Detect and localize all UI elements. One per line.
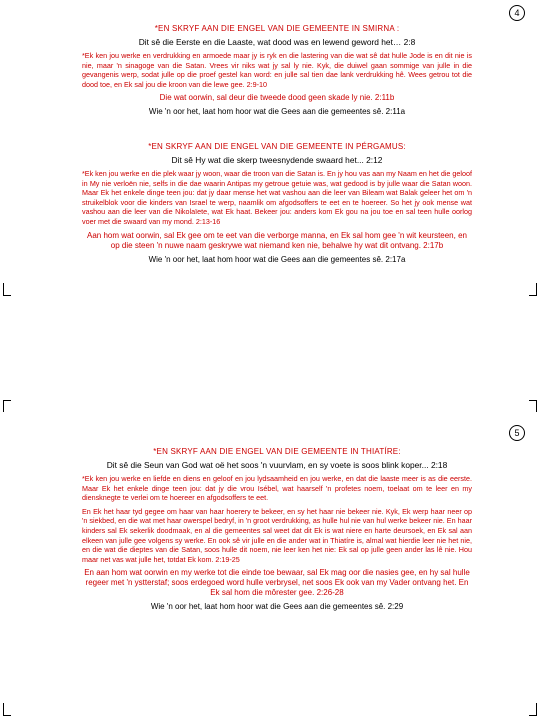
section-intro: Dit sê die Seun van God wat oë het soos 'n vuurvlam, en sy voete is soos blink koper... 2:18 [106,460,448,470]
section-call-to-hear: Wie 'n oor het, laat hom hoor wat die Gees aan die gemeentes sê. 2:29 [150,602,404,612]
section-thiatire [82,447,472,616]
section-smirna [82,24,472,121]
section-paragraph: *Ek ken jou werke en liefde en diens en geloof en jou lydsaamheid en jou werke, en dat die laaste meer is as die eerste. Maar Ek het enkele dinge teen jou: dat jy die vrou Isébel, wat haarself 'n profetes noem, toelaat om te leer en my diensknegte te verlei om te hoereer en afgodsoffers te eet. [82,474,472,503]
section-paragraph: *Ek ken jou werke en verdrukking en armoede maar jy is ryk en die lastering van die wat sê dat hulle Jode is en dit nie is nie, maar 'n sinagoge van die Satan. Vrees vir niks wat jy sal ly nie. Kyk, die duiwel gaan sommige van julle in die gevangenis werp, sodat julle op die proef gestel kan word: en julle sal tien dae lank verdrukking hê. Wees getrou tot die dood toe, en Ek sal jou die kroon van die lewe gee. 2:9-10 [82,51,472,89]
section-call-to-hear: Wie 'n oor het, laat hom hoor wat die Gees aan die gemeentes sê. 2:17a [148,254,406,264]
crop-mark-right-mid-h [529,400,537,401]
page-number-bottom: 5 [509,425,525,441]
section-paragraph: En Ek het haar tyd gegee om haar van haar hoerery te bekeer, en sy het haar nie bekeer nie. Kyk, Ek werp haar neer op 'n siekbed, en die wat met haar owerspel bedryf, in 'n groot verdrukking, as hulle hul nie van hul werke bekeer nie. En haar kinders sal Ek sekerlik doodmaak, en al die gemeentes sal weet dat dit Ek is wat niere en harte deursoek, en Ek sal aan elkeen van julle gee volgens sy werke. En ook sê vir julle en die ander wat in Thiatíre is, almal wat hierdie leer nie het nie, en die wat die dieptes van die Satan, soos hulle dit noem, nie leer ken het nie: Ek sal op julle geen ander las lê nie. Hou maar net vas wat julle het, totdat Ek kom. 2:19-25 [82,506,472,564]
section-pergamus [82,142,472,269]
section-promise: Aan hom wat oorwin, sal Ek gee om te eet van die verborge manna, en Ek sal hom gee 'n wit keursteen, en op die steen 'n nuwe naam geskrywe wat niemand ken nie, behalwe hy wat dit ontvang. 2:17b [87,230,467,250]
section-heading: *EN SKRYF AAN DIE ENGEL VAN DIE GEMEENTE IN SMIRNA : [154,24,400,33]
section-promise: Die wat oorwin, sal deur die tweede dood geen skade ly nie. 2:11b [159,93,395,103]
section-heading: *EN SKRYF AAN DIE ENGEL VAN DIE GEMEENTE IN PÉRGAMUS: [148,142,406,151]
section-call-to-hear: Wie 'n oor het, laat hom hoor wat die Gees aan die gemeentes sê. 2:11a [148,107,406,117]
section-intro: Dit sê die Eerste en die Laaste, wat dood was en lewend geword het… 2:8 [138,37,416,47]
section-heading: *EN SKRYF AAN DIE ENGEL VAN DIE GEMEENTE IN THIATÍRE: [153,447,401,456]
crop-mark-left-bottom-h [3,715,11,716]
section-intro: Dit sê Hy wat die skerp tweesnydende swaard het... 2:12 [171,155,383,165]
section-promise: En aan hom wat oorwin en my werke tot die einde toe bewaar, sal Ek mag oor die nasies gee, en hy sal hulle regeer met 'n ystterstaf; soos erdegoed word hulle verbrysel, net soos Ek ook van my Vader ontvang het. En Ek sal hom die môrester gee. 2:26-28 [84,568,470,598]
page-number-top: 4 [509,5,525,21]
crop-mark-right-mid [536,400,537,412]
crop-mark-left-upper-h [3,295,11,296]
crop-mark-right-bottom-h [529,715,537,716]
section-paragraph: *Ek ken jou werke en die plek waar jy woon, waar die troon van die Satan is. En jy hou vas aan my Naam en het die geloof in My nie verloën nie, selfs in die dae waarin Antipas my getroue getuie was, wat gedood is by julle waar die Satan woon. Maar Ek het enkele dinge teen jou: dat jy daar mense het wat vashou aan die leer van Bileam wat Balak geleer het om 'n struikelblok voor die kinders van Israel te werp, naamlik om afgodsoffers te eet en te hoereer. So het jy ook mense wat vashou aan die leer van die Nikolaïete, wat Ek haat. Bekeer jou: anders kom Ek gou na jou toe en sal teen hulle oorlog voer met die swaard van my mond. 2:13-16 [82,169,472,226]
crop-mark-left-mid-h [3,400,11,401]
crop-mark-right-upper-h [529,295,537,296]
crop-mark-left-mid [3,400,4,412]
